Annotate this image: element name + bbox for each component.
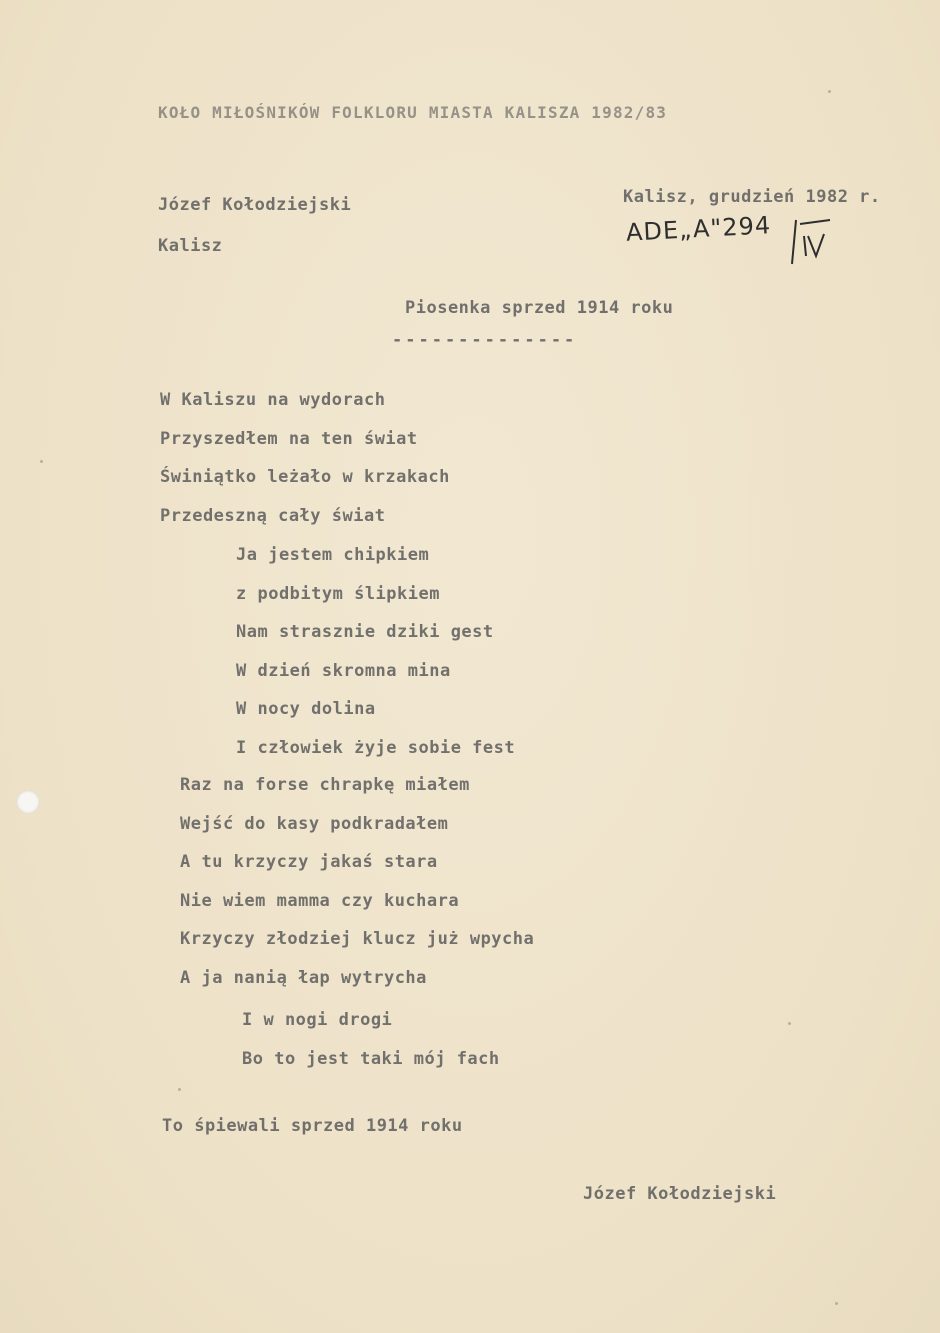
- stanza-1: [160, 390, 450, 544]
- verse-line: A ja nanią łap wytrycha: [180, 967, 427, 988]
- stanza-4: [242, 1010, 500, 1087]
- verse-line: A tu krzyczy jakaś stara: [180, 852, 438, 873]
- stanza-2: [236, 545, 515, 777]
- verse-line: Przyszedłem na ten świat: [160, 428, 418, 449]
- title-underline: --------------: [392, 330, 578, 350]
- verse-line: Wejść do kasy podkradałem: [180, 813, 449, 834]
- verse-line: W Kaliszu na wydorach: [160, 390, 386, 410]
- paper-speck: [835, 1302, 838, 1305]
- organization-header: KOŁO MIŁOŚNIKÓW FOLKLORU MIASTA KALISZA 1982/83: [158, 103, 668, 122]
- paper-speck: [40, 460, 43, 463]
- verse-line: W nocy dolina: [236, 699, 376, 720]
- paper-speck: [828, 90, 831, 93]
- verse-line: Ja jestem chipkiem: [236, 545, 430, 565]
- punch-hole: [16, 790, 40, 814]
- verse-line: Raz na forse chrapkę miałem: [180, 775, 470, 795]
- verse-line: I w nogi drogi: [242, 1010, 393, 1030]
- verse-line: Bo to jest taki mój fach: [242, 1048, 500, 1069]
- author-name: Józef Kołodziejski: [158, 195, 352, 215]
- verse-line: W dzień skromna mina: [236, 660, 451, 681]
- author-city: Kalisz: [158, 236, 223, 256]
- verse-line: Przedeszną cały świat: [160, 505, 386, 526]
- verse-line: Świniątko leżało w krzakach: [160, 467, 450, 488]
- signature: Józef Kołodziejski: [583, 1184, 777, 1204]
- paper-speck: [788, 1022, 791, 1025]
- song-footnote: To śpiewali sprzed 1914 roku: [162, 1116, 463, 1136]
- verse-line: Nie wiem mamma czy kuchara: [180, 890, 460, 911]
- handwritten-roman-numeral: [790, 212, 835, 267]
- paper-speck: [178, 1088, 181, 1091]
- verse-line: z podbitym ślipkiem: [236, 583, 440, 604]
- verse-line: Nam strasznie dziki gest: [236, 622, 494, 643]
- handwritten-archive-number: ADE„A"294: [625, 211, 772, 247]
- verse-line: I człowiek żyje sobie fest: [236, 737, 516, 758]
- song-title: Piosenka sprzed 1914 roku: [405, 298, 674, 318]
- verse-line: Krzyczy złodziej klucz już wpycha: [180, 929, 535, 950]
- stanza-3: [180, 775, 534, 1007]
- document-date: Kalisz, grudzień 1982 r.: [623, 187, 881, 207]
